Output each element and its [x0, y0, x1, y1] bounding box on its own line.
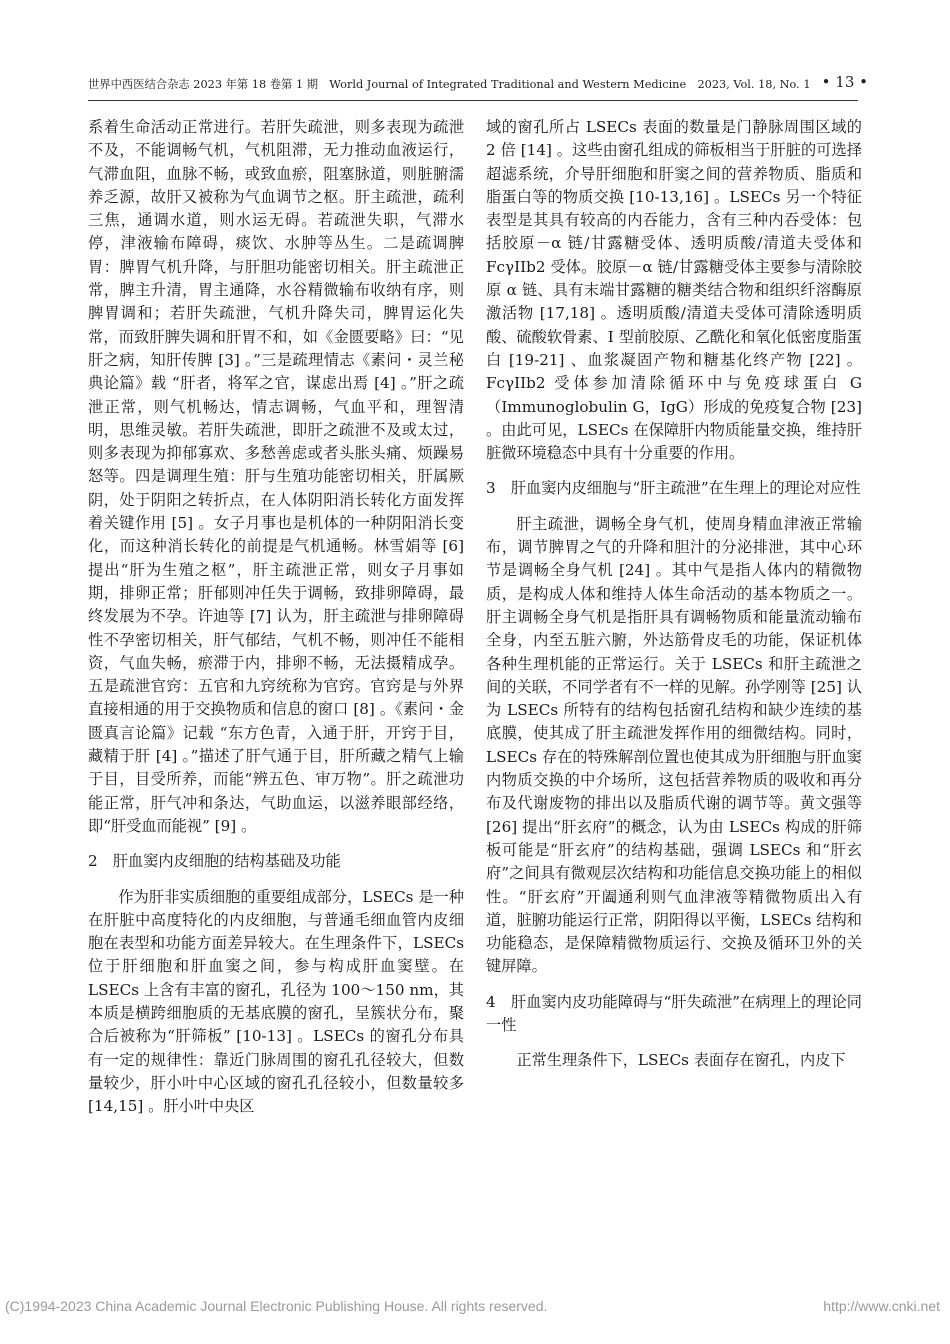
paragraph: 系着生命活动正常进行。若肝失疏泄，则多表现为疏泄不及，不能调畅气机，气机阻滞，无力推动血液运行，气滞血阻，血脉不畅，或致血瘀，阻塞脉道，则脏腑濡养乏源，故肝又被称为气血调节之枢。肝主疏泄，疏利三焦，通调水道，则水运无碍。若疏泄失职，气滞水停，津液输布障碍，痰饮、水肿等丛生。二是疏调脾胃：脾胃气机升降，与肝胆功能密切相关。肝主疏泄正常，脾主升清，胃主通降，水谷精微输布收纳有序，则脾胃调和；若肝失疏泄，气机升降失司，脾胃运化失常，而致肝脾失调和肝胃不和，如《金匮要略》曰：“见肝之病，知肝传脾 [3] 。”三是疏理情志《素问・灵兰秘典论篇》载 “肝者，将军之官，谋虑出焉 [4] 。”肝之疏泄正常，则气机畅达，情志调畅，气血平和，理智清明，思维灵敏。若肝失疏泄，即肝之疏泄不及或太过，则多表现为抑郁寡欢、多愁善虑或者头胀头痛、烦躁易怒等。四是调理生殖：肝与生殖功能密切相关，肝属厥阴，处于阴阳之转折点，在人体阴阳消长转化方面发挥着关键作用 [5] 。女子月事也是机体的一种阴阳消长变化，而这种消长转化的前提是气机通畅。林雪娟等 [6] 提出“肝为生殖之枢”，肝主疏泄正常，则女子月事如期，排卵正常；肝郁则冲任失于调畅，致排卵障碍，最终发展为不孕。许迪等 [7] 认为，肝主疏泄与排卵障碍性不孕密切相关，肝气郁结，气机不畅，则冲任不能相资，气血失畅，瘀滞于内，排卵不畅，无法摄精成孕。五是疏泄官窍：五官和九窍统称为官窍。官窍是与外界直接相通的用于交换物质和信息的窗口 [8] 。《素问・金匮真言论篇》记载 “东方色青，入通于肝，开窍于目，藏精于肝 [4] 。”描述了肝气通于目，肝所藏之精气上输于目，目受所养，而能“辨五色、审万物”。肝之疏泄功能正常，肝气冲和条达，气助血运，以滋养眼部经络，即“肝受血而能视” [9] 。: [88, 118, 464, 835]
footer: [0, 1298, 950, 1318]
paragraph: 肝主疏泄，调畅全身气机，使周身精血津液正常输布，调节脾胃之气的升降和胆汁的分泌排泄，其中心环节是调畅全身气机 [24] 。其中气是指人体内的精微物质，是构成人体和维持人体生命活动的基本物质之一。肝主调畅全身气机是指肝具有调畅物质和能量流动输布全身，内至五脏六腑，外达筋骨皮毛的功能，保证机体各种生理机能的正常运行。关于 LSECs 和肝主疏泄之间的关联，不同学者有不一样的见解。孙学刚等 [25] 认为 LSECs 所特有的结构包括窗孔结构和缺少连续的基底膜，使其成了肝主疏泄发挥作用的细微结构。同时，LSECs 存在的特殊解剖位置也使其成为肝细胞与肝血窦内物质交换的中介场所，这包括营养物质的吸收和再分布及代谢废物的排出以及脂质代谢的调节等。黄文强等 [26] 提出“肝玄府”的概念，认为由 LSECs 构成的肝筛板可能是“肝玄府”的结构基础，强调 LSECs 和“肝玄府”之间具有微观层次结构和功能信息交换功能上的相似性。“肝玄府”开阖通利则气血津液等精微物质出入有道，脏腑功能运行正常，阴阳得以平衡，LSECs 结构和功能稳态，是保障精微物质运行、交换及循环卫外的关键屏障。: [486, 514, 862, 976]
page-number: • 13 •: [821, 73, 868, 91]
left-column: [88, 116, 464, 1118]
header-rule: [88, 100, 858, 101]
journal-citation: 世界中西医结合杂志 2023 年第 18 卷第 1 期 World Journal of Integrated Traditional and Western Medicine 2023, Vol. 18, No. 1: [88, 78, 811, 91]
site-url: http://www.cnki.net: [823, 1298, 940, 1314]
section-heading: 2 肝血窦内皮细胞的结构基础及功能: [88, 852, 341, 871]
right-column: [486, 116, 862, 1073]
paragraph: 作为肝非实质细胞的重要组成部分，LSECs 是一种在肝脏中高度特化的内皮细胞，与普通毛细血管内皮细胞在表型和功能方面差异较大。在生理条件下，LSECs 位于肝细胞和肝血窦之间，参与构成肝血窦壁。在 LSECs 上含有丰富的窗孔，孔径为 100～150 nm，其本质是横跨细胞质的无基底膜的窗孔，呈簇状分布，聚合后被称为“肝筛板” [10-13] 。LSECs 的窗孔分布具有一定的规律性：靠近门脉周围的窗孔孔径较大，但数量较少，肝小叶中心区域的窗孔孔径较小，但数量较多 [14,15] 。肝小叶中央区: [88, 887, 464, 1116]
section-heading: 3 肝血窦内皮细胞与“肝主疏泄”在生理上的理论对应性: [486, 479, 861, 498]
copyright-notice: (C)1994-2023 China Academic Journal Electronic Publishing House. All rights reserved.: [5, 1298, 548, 1314]
paragraph: 域的窗孔所占 LSECs 表面的数量是门静脉周围区域的 2 倍 [14] 。这些由窗孔组成的筛板相当于肝脏的可选择超滤系统，介导肝细胞和肝窦之间的营养物质、脂质和脂蛋白等的物质交换 [10-13,16] 。LSECs 另一个特征表型是其具有较高的内吞能力，含有三种内吞受体：包括胶原－α 链/甘露糖受体、透明质酸/清道夫受体和 FcγIIb2 受体。胶原－α 链/甘露糖受体主要参与清除胶原 α 链、具有末端甘露糖的糖类结合物和组织纤溶酶原激活物 [17,18] 。透明质酸/清道夫受体可清除透明质酸、硫酸软骨素、I 型前胶原、乙酰化和氧化低密度脂蛋白 [19-21] 、血浆凝固产物和糖基化终产物 [22] 。FcγIIb2 受体参加清除循环中与免疫球蛋白 G（Immunoglobulin G，IgG）形成的免疫复合物 [23] 。由此可见，LSECs 在保障肝内物质能量交换，维持肝脏微环境稳态中具有十分重要的作用。: [486, 118, 862, 463]
section-heading: 4 肝血窦内皮功能障碍与“肝失疏泄”在病理上的理论同一性: [486, 992, 862, 1034]
running-header: [88, 73, 868, 96]
paragraph: 正常生理条件下，LSECs 表面存在窗孔，内皮下: [516, 1051, 846, 1070]
